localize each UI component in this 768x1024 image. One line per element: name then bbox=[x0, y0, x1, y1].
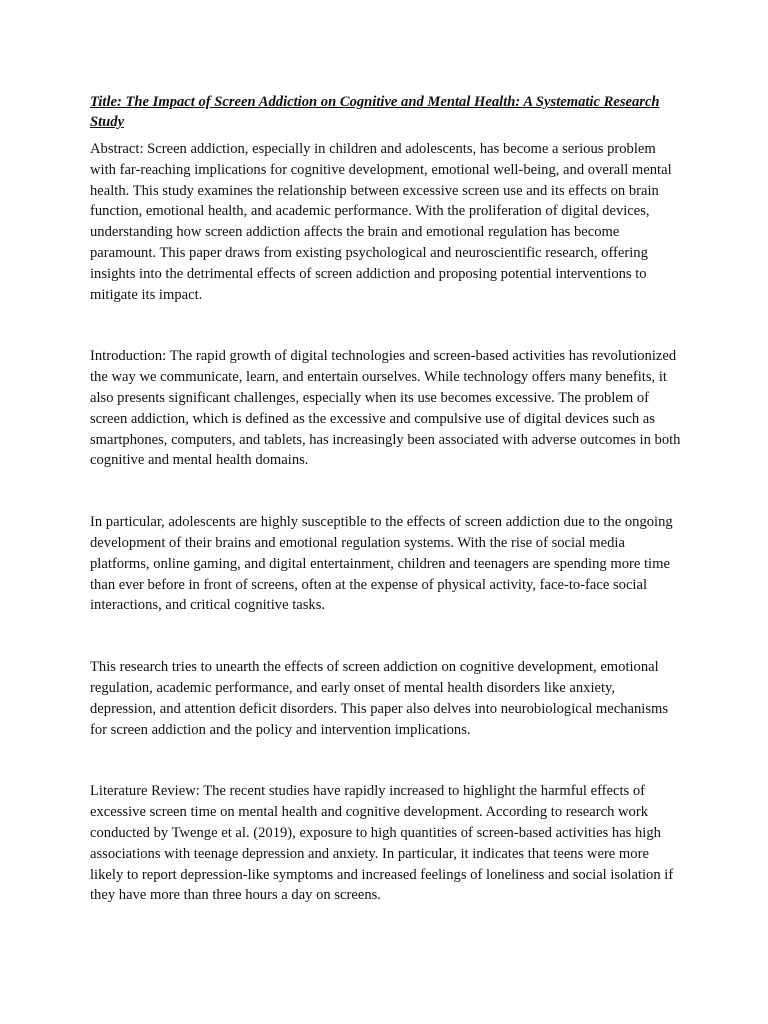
document-page bbox=[90, 92, 682, 906]
abstract-paragraph: Abstract: Screen addiction, especially in children and adolescents, has become a serious problem with far-reaching implications for cognitive development, emotional well-being, and overall mental health. This study examines the relationship between excessive screen use and its effects on brain function, emotional health, and academic performance. With the proliferation of digital devices, understanding how screen addiction affects the brain and emotional regulation has become paramount. This paper draws from existing psychological and neuroscientific research, offering insights into the detrimental effects of screen addiction and proposing potential interventions to mitigate its impact. bbox=[90, 141, 672, 303]
research-aims-paragraph: This research tries to unearth the effects of screen addiction on cognitive development, emotional regulation, academic performance, and early onset of mental health disorders like anxiety, depression, and attention deficit disorders. This paper also delves into neurobiological mechanisms for screen addiction and the policy and intervention implications. bbox=[90, 659, 669, 738]
document-title: Title: The Impact of Screen Addiction on Cognitive and Mental Health: A Systematic Research Study bbox=[90, 94, 660, 130]
paragraph-gap bbox=[90, 740, 682, 781]
introduction-paragraph: Introduction: The rapid growth of digital technologies and screen-based activities has revolutionized the way we communicate, learn, and entertain ourselves. While technology offers many benefits, it also presents significant challenges, especially when its use becomes excessive. The problem of screen addiction, which is defined as the excessive and compulsive use of digital devices such as smartphones, computers, and tablets, has increasingly been associated with adverse outcomes in both cognitive and mental health domains. bbox=[90, 348, 681, 469]
paragraph-gap bbox=[90, 305, 682, 346]
paragraph-gap bbox=[90, 471, 682, 512]
paragraph-gap bbox=[90, 616, 682, 657]
adolescents-paragraph: In particular, adolescents are highly susceptible to the effects of screen addiction due to the ongoing development of their brains and emotional regulation systems. With the rise of social media platforms, online gaming, and digital entertainment, children and teenagers are spending more time than ever before in front of screens, often at the expense of physical activity, face-to-face social interactions, and critical cognitive tasks. bbox=[90, 514, 673, 614]
literature-review-paragraph: Literature Review: The recent studies have rapidly increased to highlight the harmful effects of excessive screen time on mental health and cognitive development. According to research work conducted by Twenge et al. (2019), exposure to high quantities of screen-based activities has high associations with teenage depression and anxiety. In particular, it indicates that teens were more likely to report depression-like symptoms and increased feelings of loneliness and social isolation if they have more than three hours a day on screens. bbox=[90, 783, 674, 904]
